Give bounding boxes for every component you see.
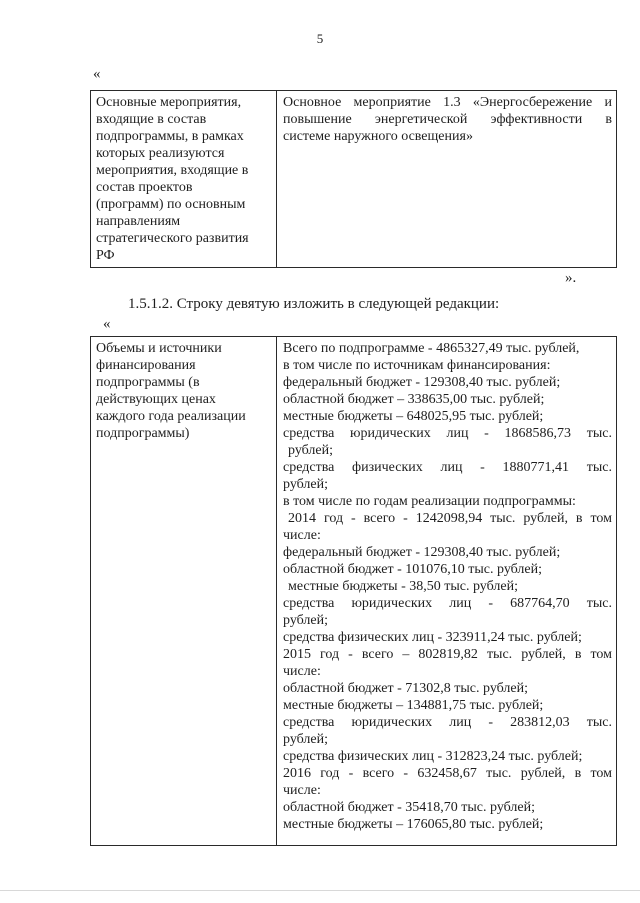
financing-line: средства юридических лиц - 1868586,73 тыс. — [283, 426, 612, 441]
financing-line: местные бюджеты – 176065,80 тыс. рублей; — [283, 817, 544, 832]
financing-label-line: Объемы и источники — [96, 341, 222, 356]
main-activities-label-line: направлениям — [96, 214, 181, 229]
financing-label-line: подпрограммы (в — [96, 375, 200, 390]
closing-quote-1: ». — [565, 270, 577, 286]
main-activities-label-line: подпрограммы, в рамках — [96, 129, 244, 144]
financing-line: в том числе по источникам финансирования: — [283, 358, 551, 373]
financing-line: средства юридических лиц - 687764,70 тыс. — [283, 596, 612, 611]
financing-line: 2016 год - всего - 632458,67 тыс. рублей, в том — [283, 766, 612, 781]
financing-line: рублей; — [283, 732, 328, 747]
financing-line: местные бюджеты – 648025,95 тыс. рублей; — [283, 409, 544, 424]
financing-line: рублей; — [283, 613, 328, 628]
instruction-paragraph: 1.5.1.2. Строку девятую изложить в следующей редакции: — [128, 296, 500, 312]
financing-line: средства юридических лиц - 283812,03 тыс. — [283, 715, 612, 730]
main-activities-value-line: Основное мероприятие 1.3 «Энергосбережение и — [283, 95, 612, 110]
financing-line: средства физических лиц - 312823,24 тыс. рублей; — [283, 749, 583, 764]
financing-line: рублей; — [283, 477, 328, 492]
financing-line: числе: — [283, 783, 321, 798]
financing-label-line: действующих ценах — [96, 392, 216, 407]
financing-label-line: финансирования — [96, 358, 196, 373]
main-activities-label-line: входящие в состав — [96, 112, 207, 127]
page-bottom-edge — [0, 890, 640, 891]
financing-label-line: каждого года реализации — [96, 409, 246, 424]
financing-line: 2015 год - всего – 802819,82 тыс. рублей, в том — [283, 647, 612, 662]
financing-line: рублей; — [288, 443, 333, 458]
table-main-activities — [90, 90, 617, 268]
financing-line: федеральный бюджет - 129308,40 тыс. рублей; — [283, 545, 561, 560]
financing-line: областной бюджет - 71302,8 тыс. рублей; — [283, 681, 528, 696]
opening-quote-2: « — [103, 316, 111, 332]
page-number: 5 — [316, 31, 324, 46]
main-activities-value-line: повышение энергетической эффективности в — [283, 112, 612, 127]
table-financing — [90, 336, 617, 846]
main-activities-label-line: стратегического развития — [96, 231, 249, 246]
financing-line: местные бюджеты – 134881,75 тыс. рублей; — [283, 698, 544, 713]
financing-line: средства физических лиц - 323911,24 тыс. рублей; — [283, 630, 582, 645]
main-activities-label-line: которых реализуются — [96, 146, 225, 161]
financing-line: федеральный бюджет - 129308,40 тыс. рублей; — [283, 375, 561, 390]
financing-line: в том числе по годам реализации подпрограммы: — [283, 494, 576, 509]
financing-value-cell — [277, 337, 617, 846]
opening-quote-1: « — [93, 66, 101, 82]
financing-label-line: подпрограммы) — [96, 426, 190, 441]
main-activities-label-line: состав проектов — [96, 180, 193, 195]
financing-line: числе: — [283, 528, 321, 543]
financing-line: средства физических лиц - 1880771,41 тыс. — [283, 460, 612, 475]
main-activities-label-line: Основные мероприятия, — [96, 95, 242, 110]
financing-label-cell — [91, 337, 277, 846]
financing-line: областной бюджет – 338635,00 тыс. рублей; — [283, 392, 545, 407]
financing-line: областной бюджет - 35418,70 тыс. рублей; — [283, 800, 535, 815]
financing-line: Всего по подпрограмме - 4865327,49 тыс. рублей, — [283, 341, 580, 356]
financing-line: областной бюджет - 101076,10 тыс. рублей; — [283, 562, 542, 577]
financing-line: местные бюджеты - 38,50 тыс. рублей; — [288, 579, 518, 594]
financing-line: 2014 год - всего - 1242098,94 тыс. рублей, в том — [288, 511, 612, 526]
main-activities-label-line: РФ — [96, 248, 115, 263]
financing-line: числе: — [283, 664, 321, 679]
main-activities-label-line: (программ) по основным — [96, 197, 246, 212]
main-activities-value-cell — [277, 91, 617, 268]
main-activities-label-line: мероприятия, входящие в — [96, 163, 249, 178]
main-activities-label-cell — [91, 91, 277, 268]
main-activities-value-line: системе наружного освещения» — [283, 129, 473, 144]
